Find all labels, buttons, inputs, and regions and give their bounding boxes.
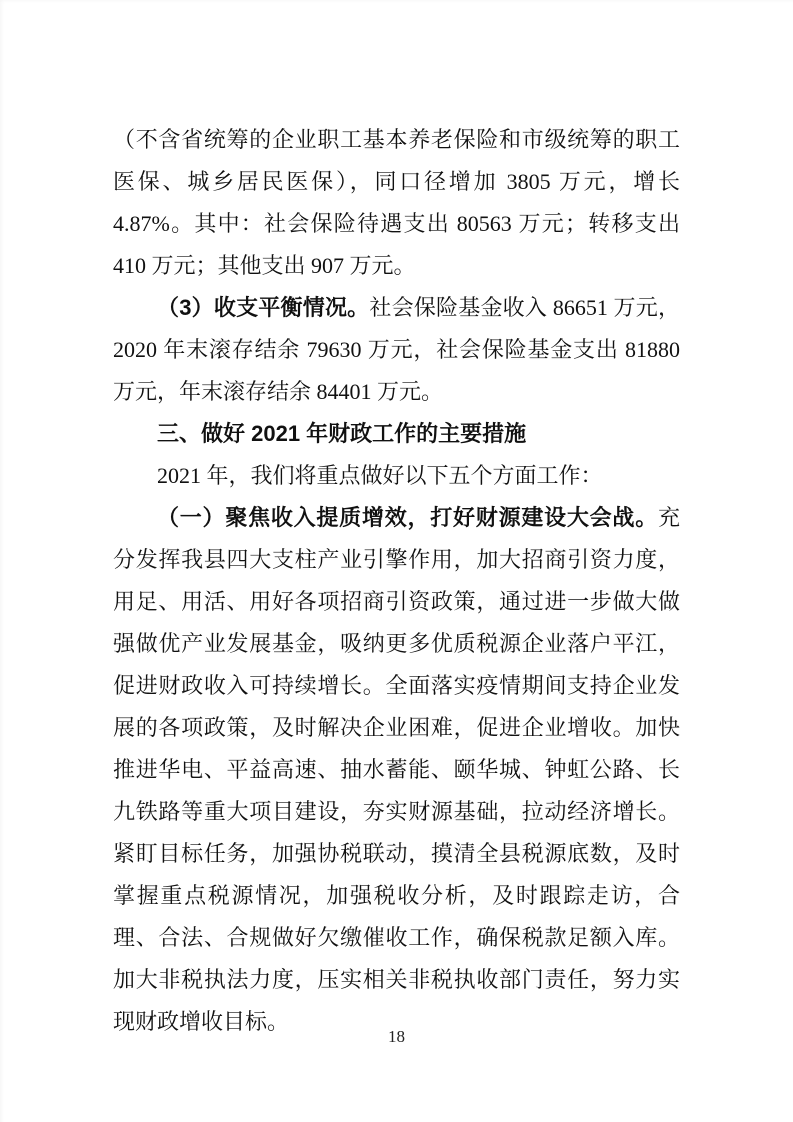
paragraph-balance-text: 社会保险基金收入 86651 万元，2020 年末滚存结余 79630 万元，社会保险基金支出 81880 万元，年末滚存结余 84401 万元。 bbox=[113, 295, 680, 404]
paragraph-measure-one bbox=[113, 497, 680, 1043]
paragraph-balance-lead: （3）收支平衡情况。 bbox=[157, 295, 370, 320]
section-heading: 三、做好 2021 年财政工作的主要措施 bbox=[157, 421, 527, 446]
paragraph-continuation-text: （不含省统筹的企业职工基本养老保险和市级统筹的职工医保、城乡居民医保），同口径增加 3805 万元，增长 4.87%。其中：社会保险待遇支出 80563 万元；转移支出 410 万元；其他支出 907 万元。 bbox=[113, 127, 680, 278]
paragraph-intro bbox=[113, 455, 680, 497]
document-body bbox=[113, 119, 680, 1043]
page-number: 18 bbox=[388, 1027, 405, 1046]
paragraph-continuation bbox=[113, 119, 680, 287]
paragraph-intro-text: 2021 年，我们将重点做好以下五个方面工作： bbox=[157, 463, 603, 488]
paragraph-measure-one-text: 充分发挥我县四大支柱产业引擎作用，加大招商引资力度，用足、用活、用好各项招商引资政策，通过进一步做大做强做优产业发展基金，吸纳更多优质税源企业落户平江，促进财政收入可持续增长。全面落实疫情期间支持企业发展的各项政策，及时解决企业困难，促进企业增收。加快推进华电、平益高速、抽水蓄能、颐华城、钟虹公路、长九铁路等重大项目建设，夯实财源基础，拉动经济增长。紧盯目标任务，加强协税联动，摸清全县税源底数，及时掌握重点税源情况，加强税收分析，及时跟踪走访，合理、合法、合规做好欠缴催收工作，确保税款足额入库。加大非税执法力度，压实相关非税执收部门责任，努力实现财政增收目标。 bbox=[113, 505, 680, 1034]
paragraph-measure-one-lead: （一）聚焦收入提质增效，打好财源建设大会战。 bbox=[157, 505, 658, 530]
page-footer bbox=[0, 1022, 793, 1052]
paragraph-balance bbox=[113, 287, 680, 413]
